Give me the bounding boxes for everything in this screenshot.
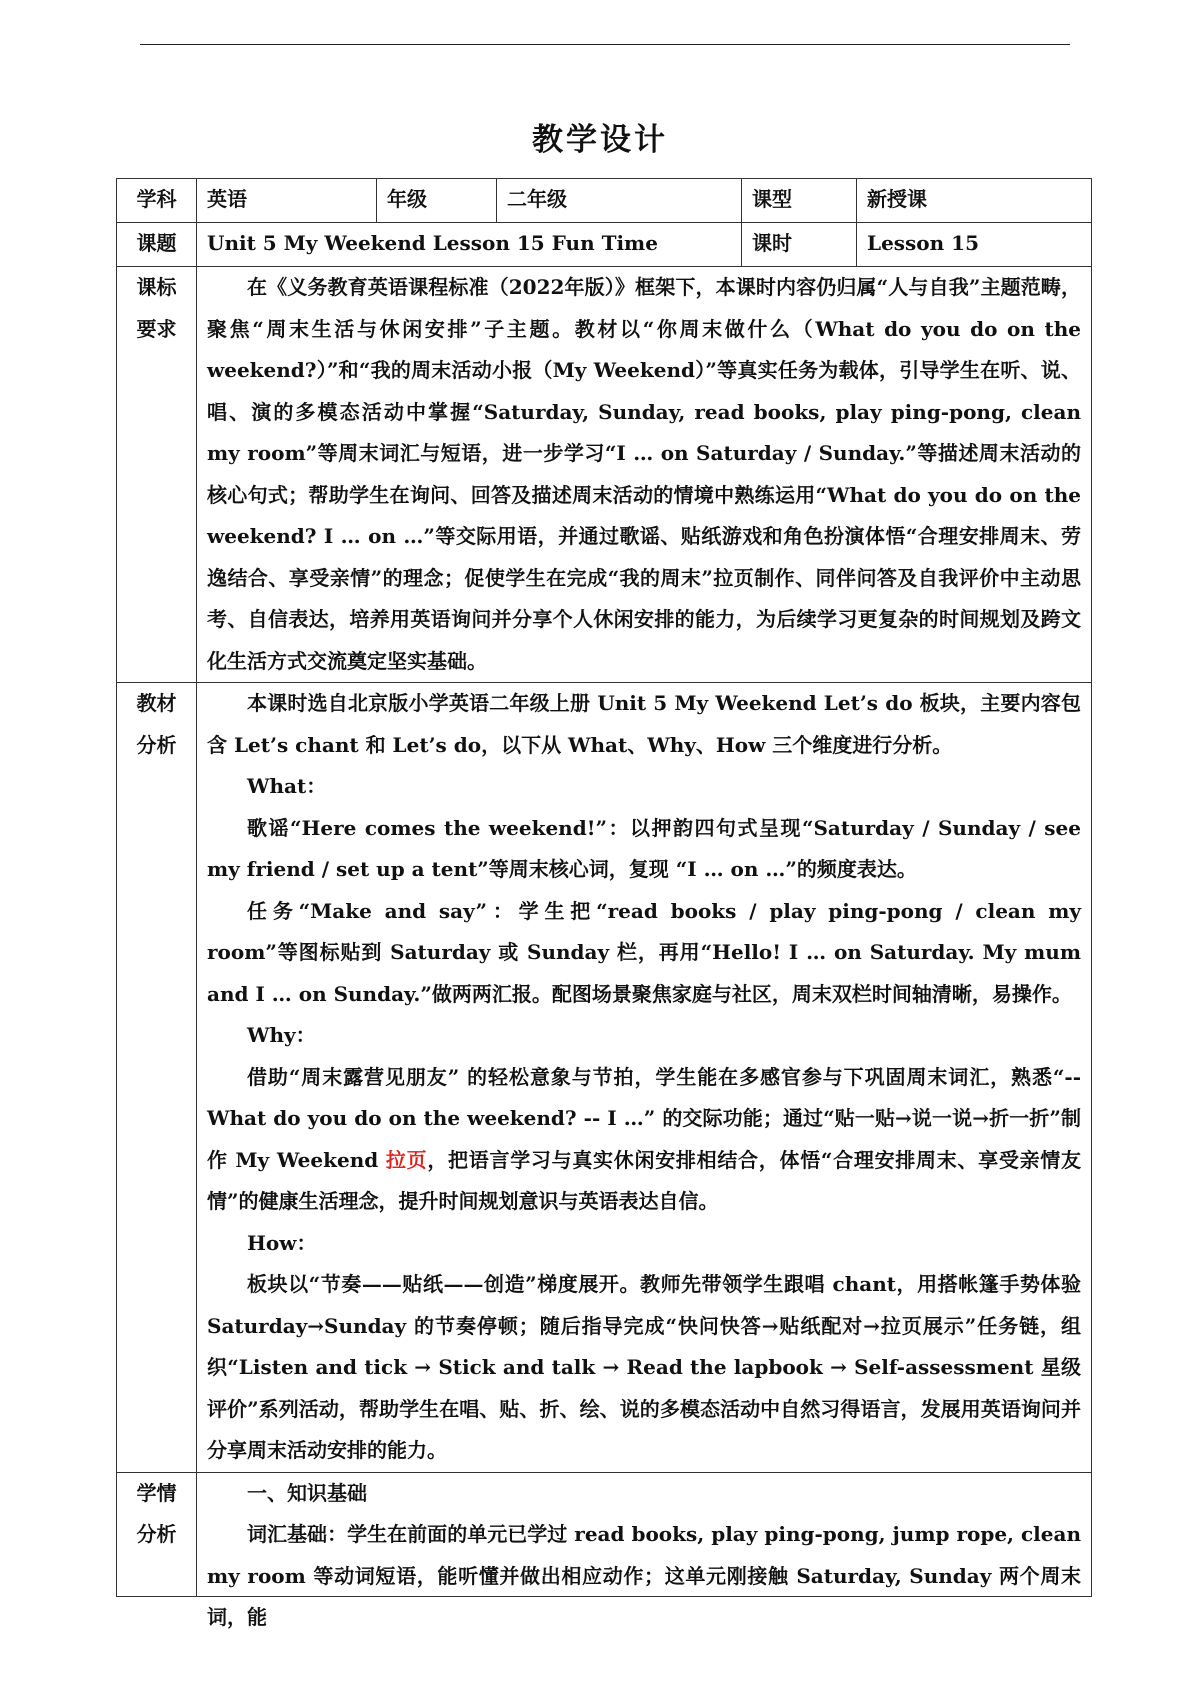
subject-value: 英语 (197, 179, 377, 223)
type-value: 新授课 (857, 179, 1092, 223)
grade-label: 年级 (377, 179, 497, 223)
material-label (117, 683, 197, 1473)
document-title: 教学设计 (532, 122, 668, 158)
why-heading: Why： (247, 1023, 316, 1047)
learners-label (117, 1472, 197, 1596)
topic-value: Unit 5 My Weekend Lesson 15 Fun Time (197, 223, 742, 267)
how-heading: How： (247, 1230, 317, 1255)
learners-row (117, 1472, 1092, 1596)
material-label-line2: 分析 (136, 732, 177, 757)
topic-label: 课题 (117, 223, 197, 267)
info-row-1 (117, 179, 1092, 223)
standards-content (197, 267, 1092, 683)
standards-label-line2: 要求 (136, 316, 177, 341)
how-paragraph: 板块以“节奏——贴纸——创造”梯度展开。教师先带领学生跟唱 chant，用搭帐篷手势体验 Saturday→Sunday 的节奏停顿；随后指导完成“快问快答→贴纸配对→拉页展示”任务链，组织“Listen and tick → Stick and talk → Read the lapbook → Self-assessment 星级评价”系列活动，帮助学生在唱、贴、折、绘、说的多模态活动中自然习得语言，发展用英语询问并分享周末活动安排的能力。 (207, 1272, 1081, 1462)
vocab-paragraph: 词汇基础：学生在前面的单元已学过 read books, play ping-pong, jump rope, clean my room 等动词短语，能听懂并做出相应动作；这单元刚接触 Saturday, Sunday 两个周末词，能 (207, 1522, 1081, 1629)
standards-label-line1: 课标 (136, 275, 177, 299)
what-paragraph-1: 歌谣“Here comes the weekend!”：以押韵四句式呈现“Saturday / Sunday / see my friend / set up a tent”等周末核心词，复现 “I … on …”的频度表达。 (207, 815, 1081, 881)
why-highlight: 拉页 (385, 1147, 428, 1172)
material-label-line1: 教材 (136, 691, 177, 715)
standards-text: 在《义务教育英语课程标准（2022年版）》框架下，本课时内容仍归属“人与自我”主题范畴，聚焦“周末生活与休闲安排”子主题。教材以“你周末做什么（What do you do on the weekend?）”和“我的周末活动小报（My Weekend）”等真实任务为载体，引导学生在听、说、唱、演的多模态活动中掌握“Saturday, Sunday, read books, play ping-pong, clean my room”等周末词汇与短语，进一步学习“I … on Saturday / Sunday.”等描述周末活动的核心句式；帮助学生在询问、回答及描述周末活动的情境中熟练运用“What do you do on the weekend? I … on …”等交际用语，并通过歌谣、贴纸游戏和角色扮演体悟“合理安排周末、劳逸结合、享受亲情”的理念；促使学生在完成“我的周末”拉页制作、同伴问答及自我评价中主动思考、自信表达，培养用英语询问并分享个人休闲安排的能力，为后续学习更复杂的时间规划及跨文化生活方式交流奠定坚实基础。 (207, 275, 1081, 673)
standards-label (117, 267, 197, 683)
grade-value: 二年级 (497, 179, 742, 223)
info-row-2 (117, 223, 1092, 267)
material-content (197, 683, 1092, 1473)
knowledge-heading: 一、知识基础 (247, 1480, 367, 1505)
period-value: Lesson 15 (857, 223, 1092, 267)
lesson-design-table (116, 178, 1092, 1629)
header-rule (140, 44, 1070, 45)
what-heading: What： (247, 774, 327, 798)
type-label: 课型 (742, 179, 857, 223)
what-paragraph-2: 任务“Make and say”：学生把“read books / play ping-pong / clean my room”等图标贴到 Saturday 或 Sunday 栏，再用“Hello! I … on Saturday. My mum and I … on Sunday.”做两两汇报。配图场景聚焦家庭与社区，周末双栏时间轴清晰，易操作。 (207, 898, 1081, 1006)
why-text-2: ，把语言学习与真实休闲安排相结合，体悟“合理安排周末、享受亲情友情”的健康生活理念，提升时间规划意识与英语表达自信。 (207, 1147, 1081, 1213)
material-intro: 本课时选自北京版小学英语二年级上册 Unit 5 My Weekend Let’s do 板块，主要内容包含 Let’s chant 和 Let’s do，以下从 What、Why、How 三个维度进行分析。 (207, 691, 1081, 757)
period-label: 课时 (742, 223, 857, 267)
material-row (117, 683, 1092, 1473)
why-text-1: 借助“周末露营见朋友” 的轻松意象与节拍，学生能在多感官参与下巩固周末词汇，熟悉“-- What do you do on the weekend? -- I …” 的交际功能；通过“贴一贴→说一说→折一折”制作 My Weekend (207, 1064, 1081, 1172)
subject-label: 学科 (117, 179, 197, 223)
why-paragraph (207, 1057, 1081, 1223)
standards-row (117, 267, 1092, 683)
learners-label-line2: 分析 (136, 1522, 177, 1546)
learners-label-line1: 学情 (136, 1480, 177, 1505)
learners-content (197, 1472, 1092, 1629)
